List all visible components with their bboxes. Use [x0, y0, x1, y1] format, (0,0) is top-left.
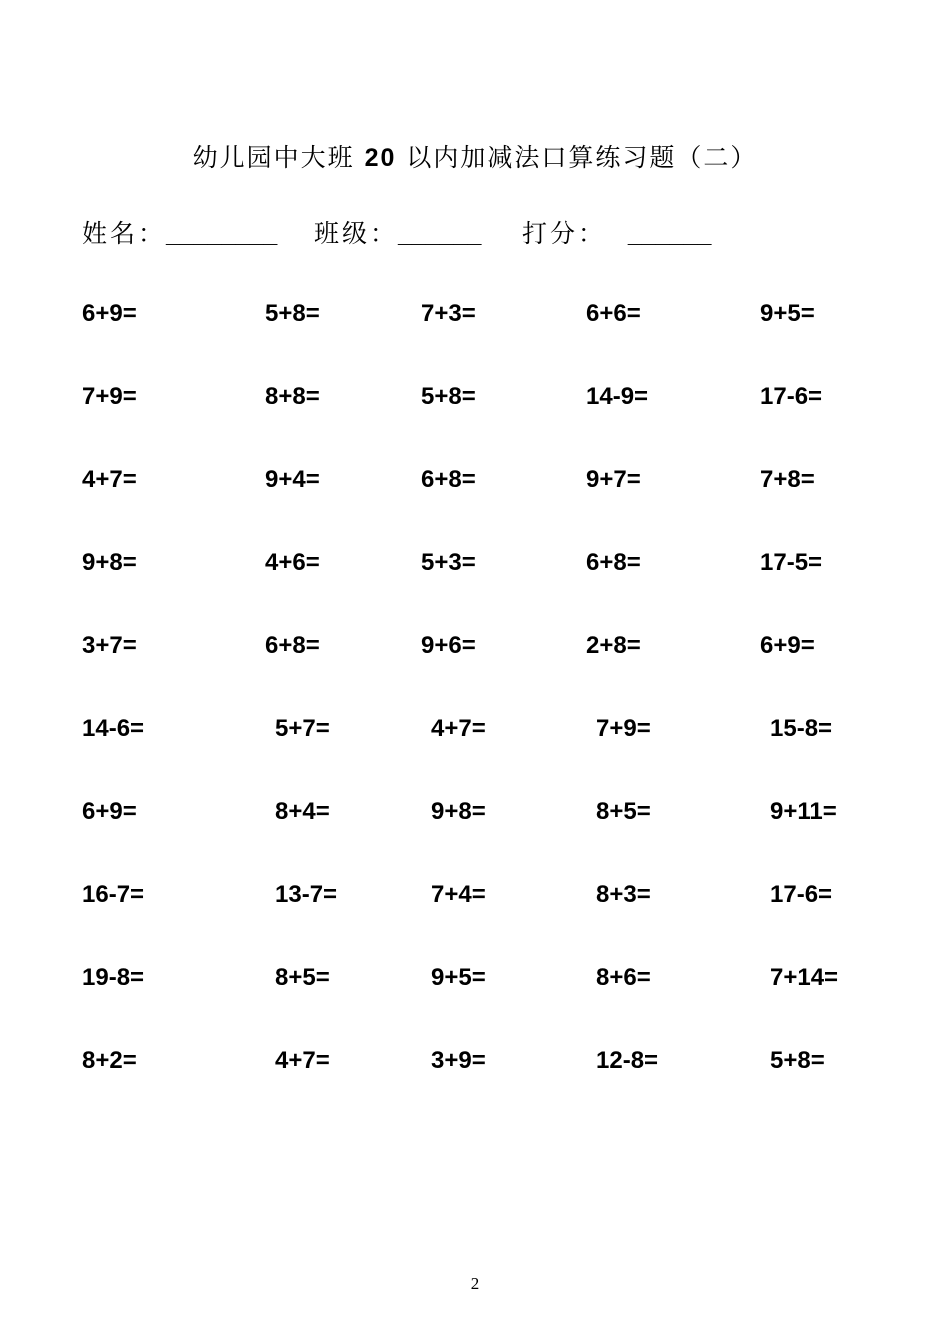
title-number: 20 [364, 144, 397, 172]
title-prefix: 幼儿园中大班 [192, 143, 355, 172]
problem-r5-c3: 9+6= [421, 632, 476, 659]
problem-r2-c3: 5+8= [421, 383, 476, 410]
problem-r10-c4: 12-8= [596, 1047, 659, 1074]
problem-r6-c2: 5+7= [275, 715, 330, 742]
problem-r5-c5: 6+9= [760, 632, 815, 659]
problem-r6-c3: 4+7= [431, 715, 486, 742]
problem-r10-c1: 8+2= [82, 1047, 137, 1074]
problem-r7-c4: 8+5= [596, 798, 651, 825]
problem-r3-c5: 7+8= [760, 466, 815, 493]
problem-r7-c3: 9+8= [431, 798, 486, 825]
class-label: 班级： [314, 219, 399, 248]
problem-r4-c3: 5+3= [421, 549, 476, 576]
score-field [522, 214, 711, 250]
worksheet-title [0, 138, 950, 174]
problem-r7-c5: 9+11= [770, 798, 837, 825]
problem-r2-c4: 14-9= [586, 383, 649, 410]
problem-r4-c1: 9+8= [82, 549, 137, 576]
title-suffix: 以内加减法口算练习题（二） [406, 143, 758, 172]
problem-r4-c2: 4+6= [265, 549, 320, 576]
problem-r3-c3: 6+8= [421, 466, 476, 493]
name-blank: ________ [166, 220, 278, 248]
problem-r6-c5: 15-8= [770, 715, 833, 742]
score-label: 打分： [522, 219, 607, 248]
problem-r1-c2: 5+8= [265, 300, 320, 327]
problem-r1-c1: 6+9= [82, 300, 137, 327]
problem-r9-c5: 7+14= [770, 964, 839, 991]
problem-r7-c1: 6+9= [82, 798, 137, 825]
problem-r3-c1: 4+7= [82, 466, 137, 493]
page-number: 2 [470, 1274, 480, 1293]
problem-r10-c5: 5+8= [770, 1047, 825, 1074]
problem-r9-c2: 8+5= [275, 964, 330, 991]
problem-r8-c1: 16-7= [82, 881, 145, 908]
problem-r3-c2: 9+4= [265, 466, 320, 493]
problem-r5-c1: 3+7= [82, 632, 137, 659]
problem-r10-c3: 3+9= [431, 1047, 486, 1074]
problem-r8-c5: 17-6= [770, 881, 833, 908]
class-field [314, 214, 481, 250]
problem-r9-c1: 19-8= [82, 964, 145, 991]
problem-r8-c2: 13-7= [275, 881, 338, 908]
name-label: 姓名： [82, 219, 167, 248]
name-field [82, 214, 277, 250]
problem-r2-c5: 17-6= [760, 383, 823, 410]
problem-r9-c4: 8+6= [596, 964, 651, 991]
problem-r5-c2: 6+8= [265, 632, 320, 659]
problem-r1-c4: 6+6= [586, 300, 641, 327]
problem-r2-c2: 8+8= [265, 383, 320, 410]
problem-r1-c3: 7+3= [421, 300, 476, 327]
problem-r2-c1: 7+9= [82, 383, 137, 410]
problem-r7-c2: 8+4= [275, 798, 330, 825]
problem-r8-c4: 8+3= [596, 881, 651, 908]
class-blank: ______ [398, 220, 482, 248]
problem-r8-c3: 7+4= [431, 881, 486, 908]
problem-r3-c4: 9+7= [586, 466, 641, 493]
problem-r6-c4: 7+9= [596, 715, 651, 742]
problem-r6-c1: 14-6= [82, 715, 145, 742]
problem-r5-c4: 2+8= [586, 632, 641, 659]
problem-r4-c4: 6+8= [586, 549, 641, 576]
problem-r4-c5: 17-5= [760, 549, 823, 576]
problem-r10-c2: 4+7= [275, 1047, 330, 1074]
problem-r9-c3: 9+5= [431, 964, 486, 991]
problem-r1-c5: 9+5= [760, 300, 815, 327]
score-blank: ______ [627, 220, 712, 248]
